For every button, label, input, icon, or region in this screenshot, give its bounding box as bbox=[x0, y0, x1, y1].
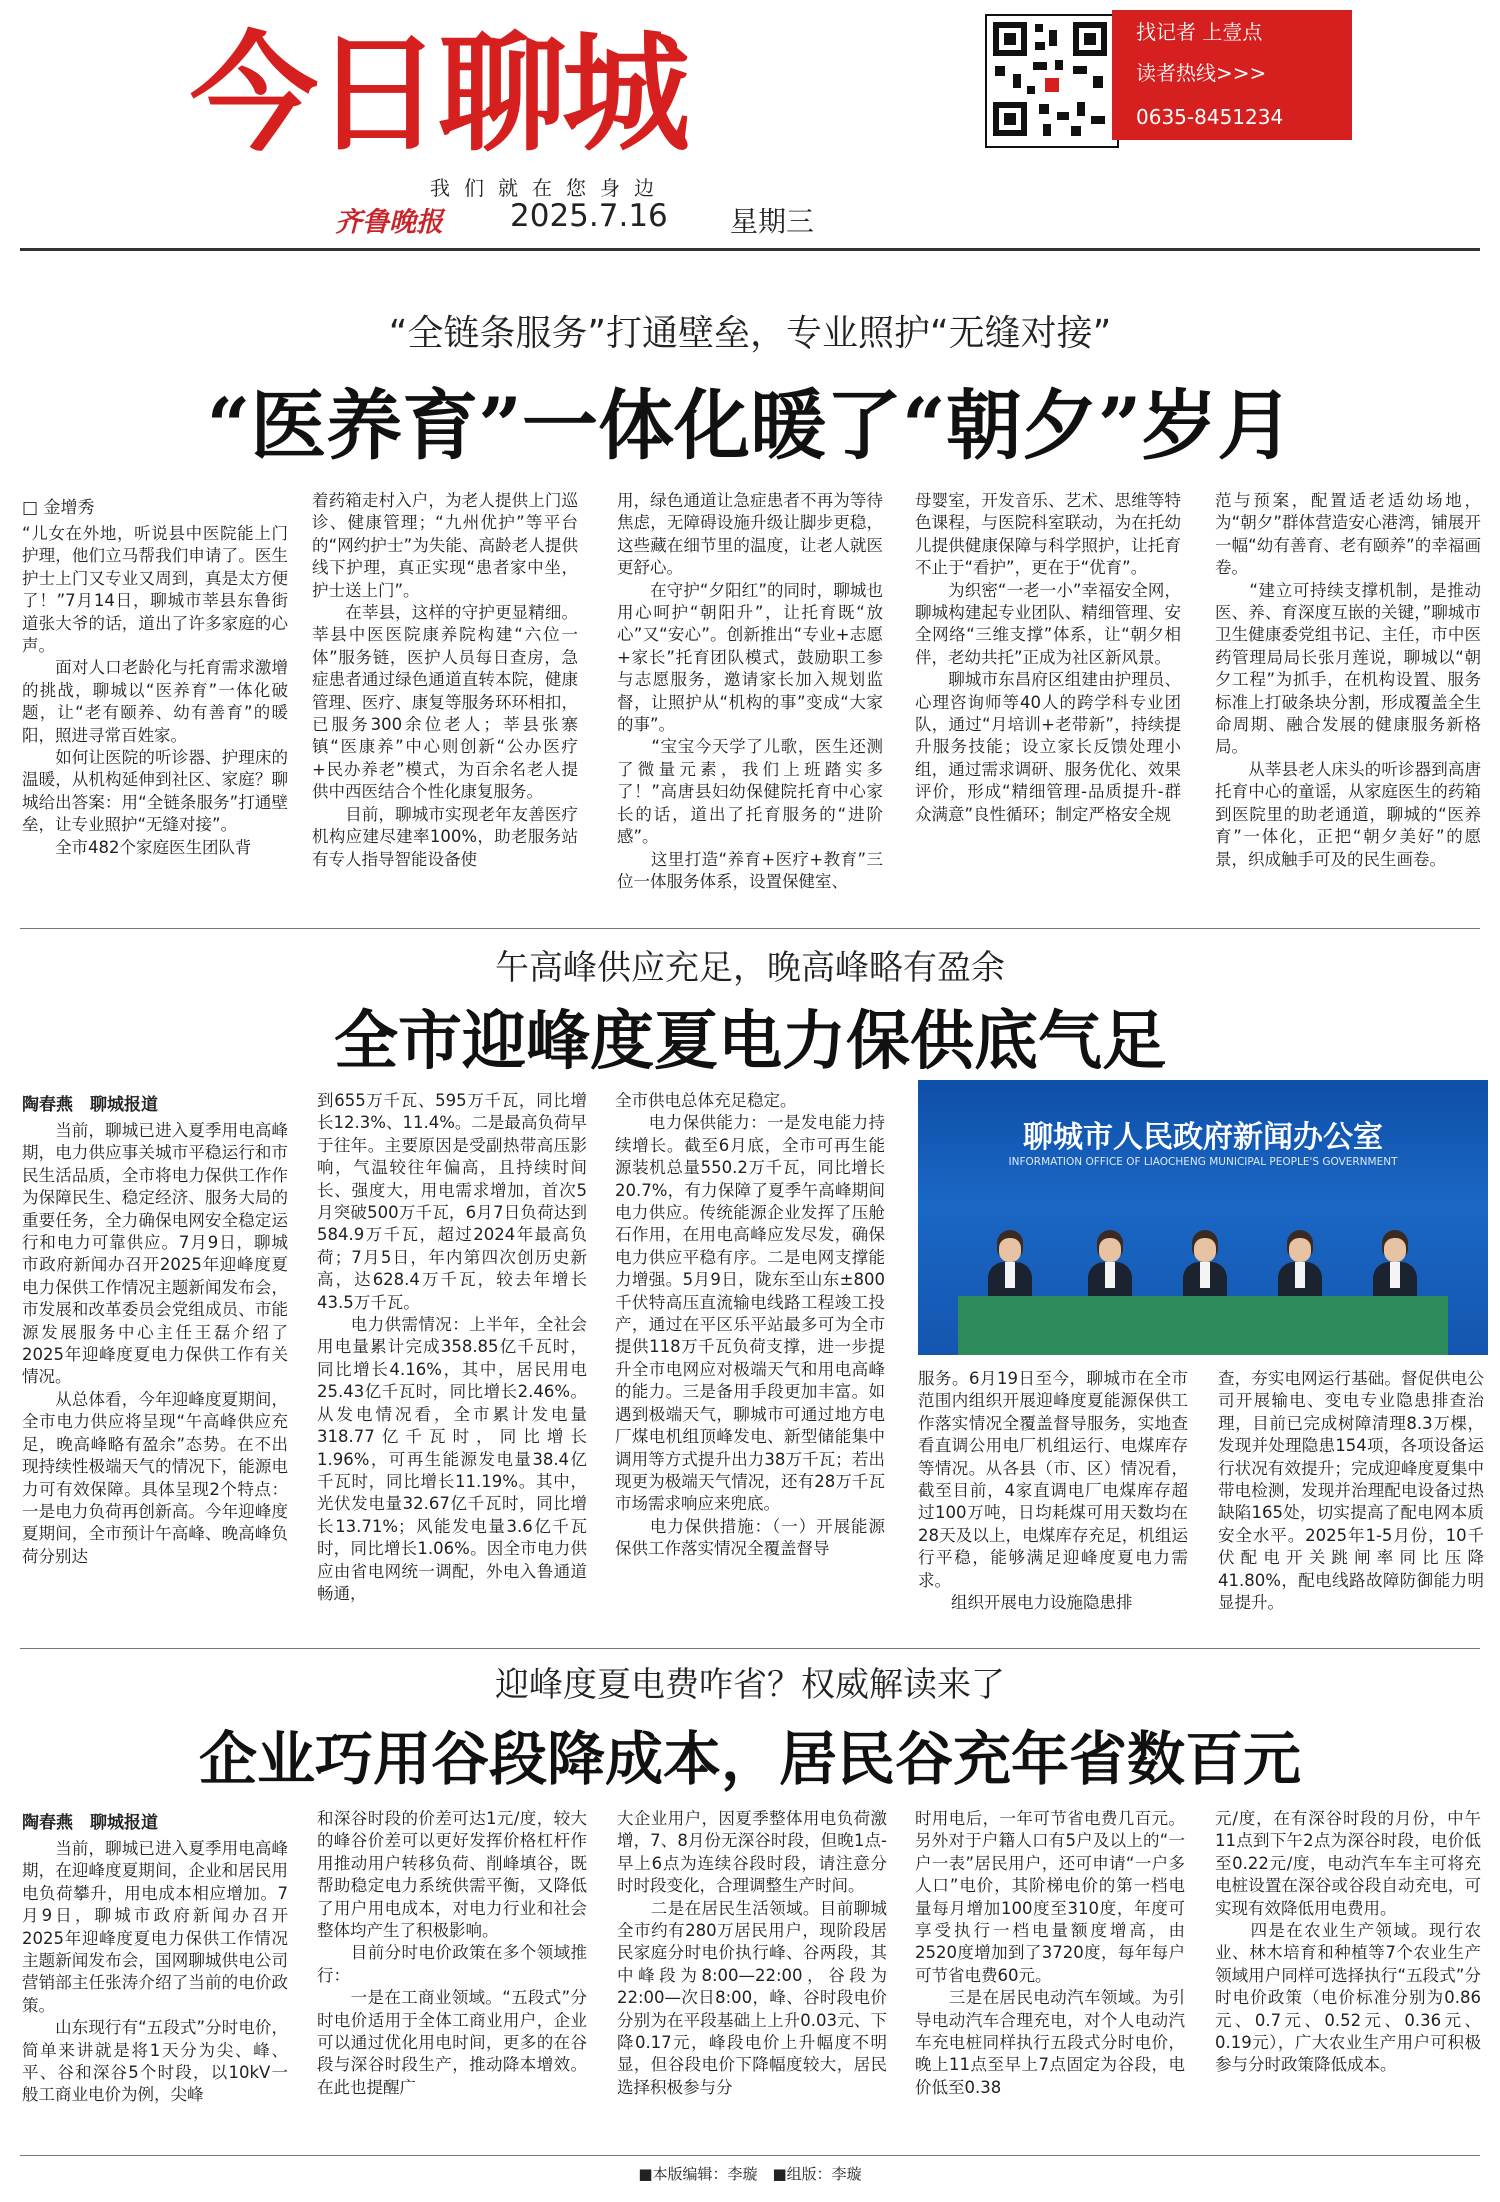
page-footer-credits: ■本版编辑：李璇 ■组版：李璇 bbox=[638, 2165, 862, 2183]
story3-column-5: 元/度，在有深谷时段的月份，中午11点到下午2点为深谷时段，电价低至0.22元/度，电动汽车车主可将充电桩设置在深谷或谷段自动充电，可实现有效降低用电费用。 四是在农业生产领域。现行农业、林木培育和种植等7个农业生产领域用户同样可选择执行“五段式”分时电价政策（电价标准分别为0.86元、0.7元、0.52元、0.36元、0.19元），广大农业生产用户可积极参与分时政策降低成本。 bbox=[1215, 1809, 1481, 2075]
story2-column-1: 当前，聊城已进入夏季用电高峰期，电力供应事关城市平稳运行和市民生活品质，全市将电力保供工作作为保障民生、稳定经济、服务大局的重要任务，全力确保电网安全稳定运行和电力可靠供应。7月9日，聊城市政府新闻办召开2025年迎峰度夏电力保供工作情况主题新闻发布会，市发展和改革委员会党组成员、市能源发展服务中心主任王磊介绍了2025年迎峰度夏电力保供工作有关情况。 从总体看，今年迎峰度夏期间，全市电力供应将呈现“午高峰供应充足，晚高峰略有盈余”态势。在不出现持续性极端天气的情况下，能源电力可有效保障。具体呈现2个特点：一是电力负荷再创新高。今年迎峰度夏期间，全市预计午高峰、晚高峰负荷分别达 bbox=[22, 1121, 288, 1566]
story2-column-4: 服务。6月19日至今，聊城市在全市范围内组织开展迎峰度夏能源保供工作落实情况全覆盖督导服务，实地查看直调公用电厂机组运行、电煤库存等情况。从各县（市、区）情况看，截至目前，4家直调电厂电煤库存超过100万吨，日均耗煤可用天数均在28天及以上，电煤库存充足，机组运行平稳，能够满足迎峰度夏电力需求。 组织开展电力设施隐患排 bbox=[918, 1369, 1188, 1613]
publication-date: 2025.7.16 bbox=[510, 198, 668, 234]
press-conference-photo bbox=[918, 1080, 1488, 1355]
story3-column-3: 大企业用户，因夏季整体用电负荷激增，7、8月份无深谷时段，但晚1点-早上6点为连续谷段时段，请注意分时时段变化，合理调整生产时间。 二是在居民生活领域。目前聊城全市约有280万居民用户，现阶段居民家庭分时电价执行峰、谷两段，其中峰段为8:00—22:00，谷段为22:00—次日8:00，峰、谷时段电价分别为在平段基础上上升0.03元、下降0.17元，峰段电价上升幅度不明显，但谷段电价下降幅度较大，居民选择积极参与分 bbox=[617, 1809, 887, 2097]
story1-byline: □ 金增秀 bbox=[22, 498, 95, 518]
hotline-phone: 0635-8451234 bbox=[1136, 105, 1284, 129]
story1-column-1: “儿女在外地，听说县中医院能上门护理，他们立马帮我们申请了。医生护士上门又专业又周到，真是太方便了！”7月14日，聊城市莘县东鲁街道张大爷的话，道出了许多家庭的心声。 面对人口老龄化与托育需求激增的挑战，聊城以“医养育”一体化破题，让“老有颐养、幼有善育”的暖阳，照进寻常百姓家。 如何让医院的听诊器、护理床的温暖，从机构延伸到社区、家庭？聊城给出答案：用“全链条服务”打通壁垒，让专业照护“无缝对接”。 全市482个家庭医生团队背 bbox=[22, 524, 288, 857]
story1-column-2: 着药箱走村入户，为老人提供上门巡诊、健康管理；“九州优护”等平台的“网约护士”为失能、高龄老人提供线下护理，真正实现“患者家中坐，护士送上门”。 在莘县，这样的守护更显精细。莘县中医医院康养院构建“六位一体”服务链，医护人员每日查房，急症患者通过绿色通道直转本院，健康管理、医疗、康复等服务环环相扣，已服务300余位老人；莘县张寨镇“医康养”中心则创新“公办医疗+民办养老”模式，为百余名老人提供中西医结合个性化康复服务。 目前，聊城市实现老年友善医疗机构应建尽建率100%，助老服务站有专人指导智能设备使 bbox=[312, 491, 578, 869]
section-divider-1 bbox=[20, 928, 1480, 929]
reader-hotline-box bbox=[1112, 10, 1352, 140]
section-divider-2 bbox=[20, 1648, 1480, 1649]
story3-headline: 企业巧用谷段降成本，居民谷充年省数百元 bbox=[198, 1725, 1301, 1793]
story2-headline: 全市迎峰度夏电力保供底气足 bbox=[334, 1004, 1166, 1079]
story1-headline: “医养育”一体化暖了“朝夕”岁月 bbox=[206, 381, 1294, 470]
masthead-slogan: 我们就在您身边 bbox=[430, 176, 668, 200]
story2-column-3: 全市供电总体充足稳定。 电力保供能力：一是发电能力持续增长。截至6月底，全市可再生能源装机总量550.2万千瓦，同比增长20.7%，有力保障了夏季午高峰期间电力供应。传统能源企业发挥了压舱石作用，在用电高峰应发尽发，确保电力供应平稳有序。二是电网支撑能力增强。5月9日，陇东至山东±800千伏特高压直流输电线路工程竣工投产，通过在平区乐平站最多可为全市提供118万千瓦负荷支撑，进一步提升全市电网应对极端天气和用电高峰的能力。三是备用手段更加丰富。如遇到极端天气，聊城市可通过地方电厂煤电机组顶峰发电、新型储能集中调用等方式提升出力38万千瓦；若出现更为极端天气情况，还有28万千瓦市场需求响应来兜底。 电力保供措施：（一）开展能源保供工作落实情况全覆盖督导 bbox=[615, 1091, 885, 1559]
story1-column-3: 用，绿色通道让急症患者不再为等待焦虑，无障碍设施升级让脚步更稳，这些藏在细节里的温度，让老人就医更舒心。 在守护“夕阳红”的同时，聊城也用心呵护“朝阳升”，让托育既“放心”又“安心”。创新推出“专业+志愿+家长”托育团队模式，鼓励职工参与志愿服务，邀请家长加入规划监督，让照护从“机构的事”变成“大家的事”。 “宝宝今天学了儿歌，医生还测了微量元素，我们上班踏实多了！”高唐县妇幼保健院托育中心家长的话，道出了托育服务的“进阶感”。 这里打造“养育+医疗+教育”三位一体服务体系，设置保健室、 bbox=[617, 491, 883, 891]
photo-backdrop-subtitle: INFORMATION OFFICE OF LIAOCHENG MUNICIPAL PEOPLE'S GOVERNMENT bbox=[1008, 1156, 1398, 1168]
masthead-title: 今日聊城 bbox=[190, 20, 687, 169]
story1-kicker: “全链条服务”打通壁垒，专业照护“无缝对接” bbox=[388, 313, 1112, 354]
story3-column-4: 时用电后，一年可节省电费几百元。另外对于户籍人口有5户及以上的“一户一表”居民用户，还可申请“一户多人口”电价，其阶梯电价的第一档电量每月增加100度至310度，年度可享受执行一档电量额度增高，由2520度增加到了3720度，每年每户可节省电费60元。 三是在居民电动汽车领域。为引导电动汽车合理充电，对个人电动汽车充电桩同样执行五段式分时电价，晚上11点至早上7点固定为谷段，电价低至0.38 bbox=[915, 1809, 1185, 2097]
story2-kicker: 午高峰供应充足，晚高峰略有盈余 bbox=[495, 948, 1005, 988]
hotline-slogan: 找记者 上壹点 bbox=[1136, 20, 1263, 44]
photo-conference-table bbox=[958, 1296, 1448, 1355]
story1-column-4: 母婴室，开发音乐、艺术、思维等特色课程，与医院科室联动，为在托幼儿提供健康保障与科学照护，让托育不止于“看护”，更在于“优育”。 为织密“一老一小”幸福安全网，聊城构建起专业团队、精细管理、安全网络“三维支撑”体系，让“朝夕相伴，老幼共托”正成为社区新风景。 聊城市东昌府区组建由护理员、心理咨询师等40人的跨学科专业团队，通过“月培训+老带新”，持续提升服务技能；设立家长反馈处理小组，通过需求调研、服务优化、效果评价，形成“精细管理-品质提升-群众满意”良性循环；制定严格安全规 bbox=[915, 491, 1181, 824]
publication-weekday: 星期三 bbox=[730, 205, 815, 238]
story3-column-2: 和深谷时段的价差可达1元/度，较大的峰谷价差可以更好发挥价格杠杆作用推动用户转移负荷、削峰填谷，既帮助稳定电力系统供需平衡，又降低了用户用电成本，对电力行业和社会整体均产生了积极影响。 目前分时电价政策在多个领域推行： 一是在工商业领域。“五段式”分时电价适用于全体工商业用户，企业可以通过优化用电时间，更多的在谷段与深谷时段生产，推动降本增效。在此也提醒广 bbox=[317, 1809, 587, 2097]
story1-column-5: 范与预案，配置适老适幼场地，为“朝夕”群体营造安心港湾，铺展开一幅“幼有善育、老有颐养”的幸福画卷。 “建立可持续支撑机制，是推动医、养、育深度互嵌的关键，”聊城市卫生健康委党组书记、主任，市中医药管理局局长张月莲说，聊城以“朝夕工程”为抓手，在机构设置、服务标准上打破条块分割，形成覆盖全生命周期、融合发展的健康服务新格局。 从莘县老人床头的听诊器到高唐托育中心的童谣，从家庭医生的药箱到医院里的助老通道，聊城的“医养育”一体化，正把“朝夕美好”的愿景，织成触手可及的民生画卷。 bbox=[1215, 491, 1481, 869]
paper-name-logo: 齐鲁晚报 bbox=[335, 207, 443, 238]
qr-code-icon bbox=[985, 14, 1119, 148]
story2-column-2: 到655万千瓦、595万千瓦，同比增长12.3%、11.4%。二是最高负荷早于往年。主要原因是受副热带高压影响，气温较往年偏高，且持续时间长、强度大，用电需求增加，首次5月突破500万千瓦，6月7日负荷达到584.9万千瓦，超过2024年最高负荷；7月5日，年内第四次创历史新高，达628.4万千瓦，较去年增长43.5万千瓦。 电力供需情况：上半年，全社会用电量累计完成358.85亿千瓦时，同比增长4.16%，其中，居民用电25.43亿千瓦时，同比增长2.46%。从发电情况看，全市累计发电量318.77亿千瓦时，同比增长1.96%，可再生能源发电量38.4亿千瓦时，同比增长11.19%。其中，光伏发电量32.67亿千瓦时，同比增长13.71%；风能发电量3.6亿千瓦时，同比增长1.06%。因全市电力供应由省电网统一调配，外电入鲁通道畅通， bbox=[317, 1091, 587, 1603]
story3-byline: 陶春燕 聊城报道 bbox=[22, 1813, 158, 1833]
story2-column-5: 查，夯实电网运行基础。督促供电公司开展输电、变电专业隐患排查治理，目前已完成树障清理8.3万棵，发现并处理隐患154项，各项设备运行状况有效提升；完成迎峰度夏集中带电检测，发现并治理配电设备过热缺陷165处，切实提高了配电网本质安全水平。2025年1-5月份，10千伏配电开关跳闸率同比压降41.80%，配电线路故障防御能力明显提升。 bbox=[1218, 1369, 1484, 1613]
hotline-label: 读者热线>>> bbox=[1136, 61, 1267, 85]
story3-kicker: 迎峰度夏电费咋省？权威解读来了 bbox=[495, 1665, 1005, 1705]
photo-backdrop-title: 聊城市人民政府新闻办公室 bbox=[1023, 1120, 1383, 1155]
story3-column-1: 当前，聊城已进入夏季用电高峰期，在迎峰度夏期间，企业和居民用电负荷攀升，用电成本相应增加。7月9日，聊城市政府新闻办召开2025年迎峰度夏电力保供工作情况主题新闻发布会，国网聊城供电公司营销部主任张涛介绍了当前的电价政策。 山东现行有“五段式”分时电价，简单来讲就是将1天分为尖、峰、平、谷和深谷5个时段，以10kV一般工商业电价为例，尖峰 bbox=[22, 1839, 288, 2105]
masthead-divider bbox=[20, 248, 1480, 251]
story2-byline: 陶春燕 聊城报道 bbox=[22, 1095, 158, 1115]
footer-divider bbox=[20, 2155, 1480, 2156]
